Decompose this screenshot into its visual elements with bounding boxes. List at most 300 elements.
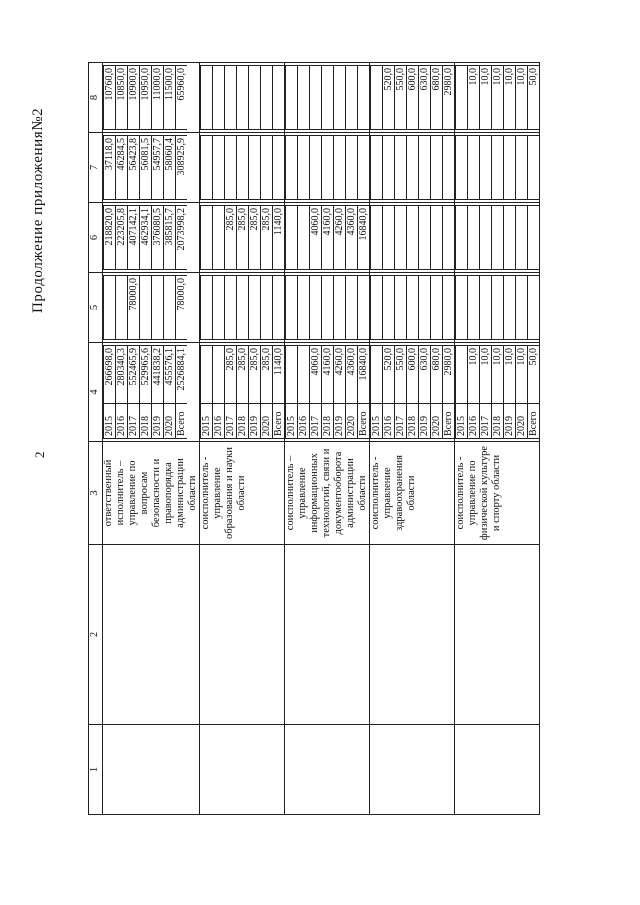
value-list [285, 205, 369, 270]
amount-value: 65960,0 [176, 66, 188, 130]
col-header-2: 2 [89, 545, 103, 725]
amount-value [395, 136, 407, 200]
value-column-c8 [455, 63, 540, 133]
value-list [370, 345, 454, 439]
amount-value [528, 136, 540, 200]
year-label: 2017 [225, 404, 237, 439]
col-header-6: 6 [89, 203, 103, 273]
year-label: 2016 [116, 404, 128, 439]
empty-cell-col1 [103, 725, 200, 815]
value-column-c6 [285, 203, 370, 273]
amount-value [407, 136, 419, 200]
value-row [443, 66, 455, 130]
value-row [407, 206, 419, 270]
amount-value [273, 136, 285, 200]
value-row [225, 276, 237, 340]
year-label: 2015 [286, 404, 298, 439]
amount-value [395, 276, 407, 340]
amount-value: 4260,0 [334, 346, 346, 404]
amount-value: 10,0 [504, 66, 516, 130]
value-row [346, 346, 358, 439]
year-label: 2020 [431, 404, 443, 439]
year-label: 2019 [249, 404, 261, 439]
value-row [431, 66, 443, 130]
amount-value [286, 136, 298, 200]
value-column-c8 [370, 63, 455, 133]
page-number: 2 [32, 451, 47, 458]
value-row [358, 136, 370, 200]
value-row [504, 206, 516, 270]
value-row [225, 66, 237, 130]
budget-table [88, 62, 540, 815]
amount-value: 2526884,1 [176, 346, 188, 404]
value-column-c6 [370, 203, 455, 273]
year-label: 2020 [346, 404, 358, 439]
executor-block [285, 63, 370, 815]
value-column-c7 [103, 133, 200, 203]
value-row [419, 276, 431, 340]
value-row [383, 66, 395, 130]
value-row [504, 346, 516, 439]
year-label: 2019 [419, 404, 431, 439]
value-row [261, 276, 273, 340]
value-column-c4 [285, 343, 370, 442]
amount-value [516, 206, 528, 270]
amount-value: 600,0 [407, 346, 419, 404]
amount-value [492, 136, 504, 200]
value-row [383, 276, 395, 340]
year-label: 2018 [237, 404, 249, 439]
value-row [213, 136, 225, 200]
value-row [225, 136, 237, 200]
value-row [395, 276, 407, 340]
value-list [200, 275, 284, 340]
value-column-c8 [285, 63, 370, 133]
value-row [383, 206, 395, 270]
amount-value [237, 136, 249, 200]
value-row [140, 276, 152, 340]
amount-value [480, 206, 492, 270]
amount-value [261, 276, 273, 340]
amount-value: 2980,0 [443, 346, 455, 404]
value-column-c8 [103, 63, 200, 133]
value-row [334, 136, 346, 200]
value-row [371, 66, 383, 130]
amount-value [273, 276, 285, 340]
year-label: 2015 [456, 404, 468, 439]
amount-value [419, 276, 431, 340]
value-list [200, 205, 284, 270]
value-row [249, 136, 261, 200]
amount-value [201, 66, 213, 130]
value-row [116, 276, 128, 340]
amount-value [419, 206, 431, 270]
amount-value [201, 136, 213, 200]
amount-value: 10950,0 [140, 66, 152, 130]
value-row [407, 136, 419, 200]
amount-value: 10,0 [480, 66, 492, 130]
amount-value: 529965,6 [140, 346, 152, 404]
amount-value: 10850,0 [116, 66, 128, 130]
year-label: 2016 [383, 404, 395, 439]
value-column-c6 [455, 203, 540, 273]
value-row [237, 206, 249, 270]
value-row [128, 346, 140, 439]
amount-value [346, 276, 358, 340]
value-row [407, 346, 419, 439]
amount-value [371, 276, 383, 340]
value-column-c5 [370, 273, 455, 343]
amount-value [298, 66, 310, 130]
value-column-c5 [103, 273, 200, 343]
amount-value [298, 276, 310, 340]
amount-value: 50,0 [528, 66, 540, 130]
value-row [516, 206, 528, 270]
amount-value: 552465,9 [128, 346, 140, 404]
amount-value [140, 276, 152, 340]
value-row [528, 276, 540, 340]
value-row [516, 136, 528, 200]
amount-value: 10,0 [516, 346, 528, 404]
amount-value [334, 276, 346, 340]
value-row [249, 66, 261, 130]
value-list [285, 65, 369, 130]
amount-value: 10,0 [516, 66, 528, 130]
amount-value: 218820,0 [104, 206, 116, 270]
amount-value [419, 136, 431, 200]
value-row [346, 136, 358, 200]
value-row [152, 346, 164, 439]
amount-value [346, 136, 358, 200]
year-label: 2020 [516, 404, 528, 439]
value-row [516, 346, 528, 439]
amount-value: 56423,8 [128, 136, 140, 200]
amount-value: 78000,0 [128, 276, 140, 340]
amount-value: 16840,0 [358, 346, 370, 404]
value-row [176, 66, 188, 130]
value-row [334, 66, 346, 130]
value-row [334, 276, 346, 340]
amount-value [310, 136, 322, 200]
executor-block [103, 63, 200, 815]
value-row [383, 136, 395, 200]
amount-value [383, 276, 395, 340]
value-row [456, 276, 468, 340]
col-header-3: 3 [89, 442, 103, 545]
value-row [468, 66, 480, 130]
value-row [492, 276, 504, 340]
value-row [480, 66, 492, 130]
value-row [322, 206, 334, 270]
amount-value [528, 206, 540, 270]
amount-value [322, 276, 334, 340]
value-row [516, 276, 528, 340]
amount-value [528, 276, 540, 340]
value-row [334, 206, 346, 270]
value-row [176, 206, 188, 270]
value-row [346, 206, 358, 270]
value-row [528, 136, 540, 200]
value-list [200, 65, 284, 130]
value-row [286, 66, 298, 130]
value-row [273, 136, 285, 200]
value-row [456, 136, 468, 200]
amount-value: 2980,0 [443, 66, 455, 130]
amount-value: 680,0 [431, 346, 443, 404]
value-row [152, 136, 164, 200]
amount-value: 10,0 [468, 346, 480, 404]
amount-value [456, 66, 468, 130]
amount-value [298, 136, 310, 200]
value-row [468, 276, 480, 340]
value-row [249, 276, 261, 340]
value-row [358, 346, 370, 439]
value-row [419, 136, 431, 200]
value-row [140, 206, 152, 270]
value-row [261, 206, 273, 270]
amount-value: 520,0 [383, 346, 395, 404]
value-row [116, 206, 128, 270]
value-list [455, 275, 539, 340]
amount-value: 16840,0 [358, 206, 370, 270]
amount-value: 280340,3 [116, 346, 128, 404]
value-list [370, 275, 454, 340]
amount-value [480, 136, 492, 200]
value-list [455, 135, 539, 200]
amount-value: 54957,7 [152, 136, 164, 200]
value-list [103, 275, 187, 340]
value-column-c7 [455, 133, 540, 203]
value-row [346, 276, 358, 340]
value-list [103, 205, 187, 270]
amount-value [431, 276, 443, 340]
amount-value: 385815,7 [164, 206, 176, 270]
year-label: Всего [358, 404, 370, 439]
value-row [104, 276, 116, 340]
value-row [249, 346, 261, 439]
empty-cell-col1 [455, 725, 540, 815]
value-row [225, 346, 237, 439]
value-row [334, 346, 346, 439]
amount-value: 308925,9 [176, 136, 188, 200]
value-row [468, 206, 480, 270]
value-row [528, 346, 540, 439]
value-column-c5 [285, 273, 370, 343]
year-label: 2016 [213, 404, 225, 439]
amount-value [492, 276, 504, 340]
amount-value [504, 276, 516, 340]
amount-value [225, 276, 237, 340]
year-label: Всего [528, 404, 540, 439]
amount-value [371, 346, 383, 404]
value-row [116, 66, 128, 130]
year-label: 2019 [504, 404, 516, 439]
value-list [370, 205, 454, 270]
amount-value [443, 206, 455, 270]
value-row [371, 136, 383, 200]
value-row [261, 346, 273, 439]
value-row [310, 346, 322, 439]
year-label: 2019 [152, 404, 164, 439]
amount-value [261, 136, 273, 200]
empty-cell-col2 [455, 545, 540, 725]
amount-value [225, 66, 237, 130]
value-row [164, 276, 176, 340]
amount-value: 266698,0 [104, 346, 116, 404]
value-row [528, 66, 540, 130]
amount-value [249, 276, 261, 340]
value-row [104, 66, 116, 130]
value-column-c5 [455, 273, 540, 343]
value-list [103, 345, 187, 439]
value-row [322, 66, 334, 130]
value-column-c4 [370, 343, 455, 442]
amount-value [383, 206, 395, 270]
value-list [285, 135, 369, 200]
value-row [273, 206, 285, 270]
empty-cell-col1 [370, 725, 455, 815]
amount-value [456, 346, 468, 404]
value-row [152, 206, 164, 270]
value-row [443, 136, 455, 200]
value-row [456, 346, 468, 439]
value-row [286, 346, 298, 439]
amount-value: 46284,5 [116, 136, 128, 200]
year-label: 2017 [395, 404, 407, 439]
value-row [443, 276, 455, 340]
value-row [237, 276, 249, 340]
amount-value [322, 136, 334, 200]
value-row [286, 136, 298, 200]
value-column-c4 [103, 343, 200, 442]
year-label: 2018 [322, 404, 334, 439]
value-row [395, 206, 407, 270]
amount-value: 285,0 [261, 206, 273, 270]
value-list [103, 135, 187, 200]
year-label: 2016 [298, 404, 310, 439]
amount-value: 285,0 [237, 206, 249, 270]
empty-cell-col2 [200, 545, 285, 725]
value-row [480, 136, 492, 200]
amount-value: 285,0 [225, 346, 237, 404]
amount-value [298, 346, 310, 404]
value-row [140, 136, 152, 200]
amount-value: 550,0 [395, 346, 407, 404]
value-row [431, 346, 443, 439]
amount-value [201, 206, 213, 270]
value-row [213, 206, 225, 270]
value-row [492, 136, 504, 200]
amount-value: 1140,0 [273, 346, 285, 404]
amount-value: 680,0 [431, 66, 443, 130]
value-row [104, 346, 116, 439]
amount-value [201, 346, 213, 404]
amount-value [249, 136, 261, 200]
amount-value [286, 206, 298, 270]
amount-value [456, 206, 468, 270]
value-row [358, 66, 370, 130]
amount-value [407, 276, 419, 340]
amount-value [237, 276, 249, 340]
year-label: 2015 [104, 404, 116, 439]
empty-cell-col1 [285, 725, 370, 815]
amount-value [456, 276, 468, 340]
amount-value [516, 276, 528, 340]
value-list [370, 65, 454, 130]
value-row [261, 66, 273, 130]
value-row [468, 346, 480, 439]
value-row [128, 136, 140, 200]
value-column-c5 [200, 273, 285, 343]
amount-value [116, 276, 128, 340]
value-list [370, 135, 454, 200]
value-row [298, 346, 310, 439]
amount-value [213, 346, 225, 404]
amount-value: 285,0 [249, 206, 261, 270]
value-row [176, 276, 188, 340]
value-row [273, 346, 285, 439]
amount-value: 455576,1 [164, 346, 176, 404]
year-label: 2020 [164, 404, 176, 439]
value-row [480, 276, 492, 340]
amount-value [213, 276, 225, 340]
year-label: 2020 [261, 404, 273, 439]
value-row [310, 136, 322, 200]
value-row [383, 346, 395, 439]
value-list [285, 345, 369, 439]
value-row [225, 206, 237, 270]
amount-value: 2073998,2 [176, 206, 188, 270]
value-row [395, 136, 407, 200]
value-row [104, 206, 116, 270]
value-row [456, 66, 468, 130]
amount-value: 58060,4 [164, 136, 176, 200]
amount-value: 11000,0 [152, 66, 164, 130]
amount-value: 50,0 [528, 346, 540, 404]
year-label: 2017 [480, 404, 492, 439]
amount-value: 10900,0 [128, 66, 140, 130]
executor-name: соисполнитель - управление здравоохранения области [370, 442, 455, 545]
value-row [419, 346, 431, 439]
col-header-7: 7 [89, 133, 103, 203]
amount-value: 4360,0 [346, 346, 358, 404]
amount-value: 285,0 [225, 206, 237, 270]
value-list [103, 65, 187, 130]
value-row [431, 276, 443, 340]
value-row [528, 206, 540, 270]
value-row [443, 346, 455, 439]
value-row [213, 66, 225, 130]
amount-value [395, 206, 407, 270]
amount-value: 10,0 [468, 66, 480, 130]
amount-value: 10,0 [492, 66, 504, 130]
value-row [516, 66, 528, 130]
amount-value: 630,0 [419, 346, 431, 404]
value-row [504, 136, 516, 200]
amount-value [286, 276, 298, 340]
amount-value [310, 66, 322, 130]
amount-value [201, 276, 213, 340]
value-column-c6 [200, 203, 285, 273]
value-row [371, 346, 383, 439]
value-row [152, 66, 164, 130]
executor-block [455, 63, 540, 815]
amount-value: 376080,5 [152, 206, 164, 270]
value-row [480, 346, 492, 439]
amount-value [286, 66, 298, 130]
amount-value [504, 136, 516, 200]
amount-value [358, 66, 370, 130]
